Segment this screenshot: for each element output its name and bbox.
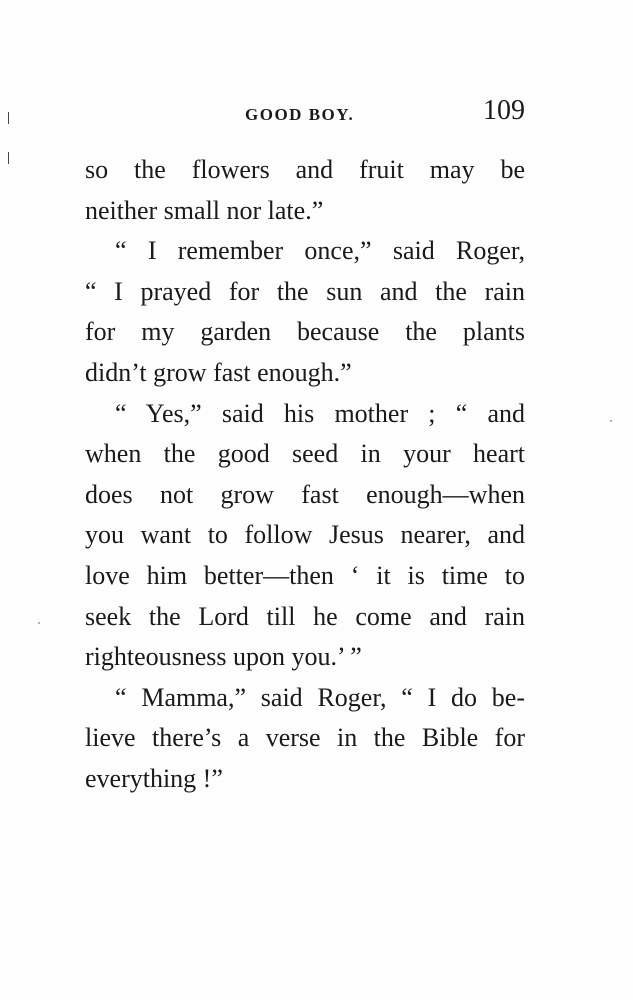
text-line: righteousness upon you.’ ” xyxy=(85,642,362,672)
running-head xyxy=(85,95,525,135)
margin-mark-top xyxy=(8,112,9,124)
text-line: seek the Lord till he come and rain xyxy=(85,601,525,631)
running-title: GOOD BOY. xyxy=(245,105,355,124)
paper-speck xyxy=(38,622,40,624)
margin-mark-lower xyxy=(8,152,9,164)
text-line: for my garden because the plants xyxy=(85,317,525,347)
body-text xyxy=(85,150,525,800)
text-line: “ I prayed for the sun and the rain xyxy=(85,276,525,306)
text-line: when the good seed in your heart xyxy=(85,439,525,469)
paper-speck xyxy=(610,420,612,422)
page-number: 109 xyxy=(483,95,525,126)
text-line: neither small nor late.” xyxy=(85,195,324,225)
text-line: love him better—then ‘ it is time to xyxy=(85,560,525,590)
text-line: does not grow fast enough—when xyxy=(85,479,525,509)
text-line: “ I remember once,” said Roger, xyxy=(115,236,525,266)
text-line: so the flowers and fruit may be xyxy=(85,155,525,184)
text-line: “ Yes,” said his mother ; “ and xyxy=(115,398,525,428)
text-line: didn’t grow fast enough.” xyxy=(85,357,352,387)
text-line: lieve there’s a verse in the Bible for xyxy=(85,723,525,753)
text-line: “ Mamma,” said Roger, “ I do be- xyxy=(115,682,525,712)
text-line: everything !” xyxy=(85,763,223,793)
text-line: you want to follow Jesus nearer, and xyxy=(85,520,525,550)
